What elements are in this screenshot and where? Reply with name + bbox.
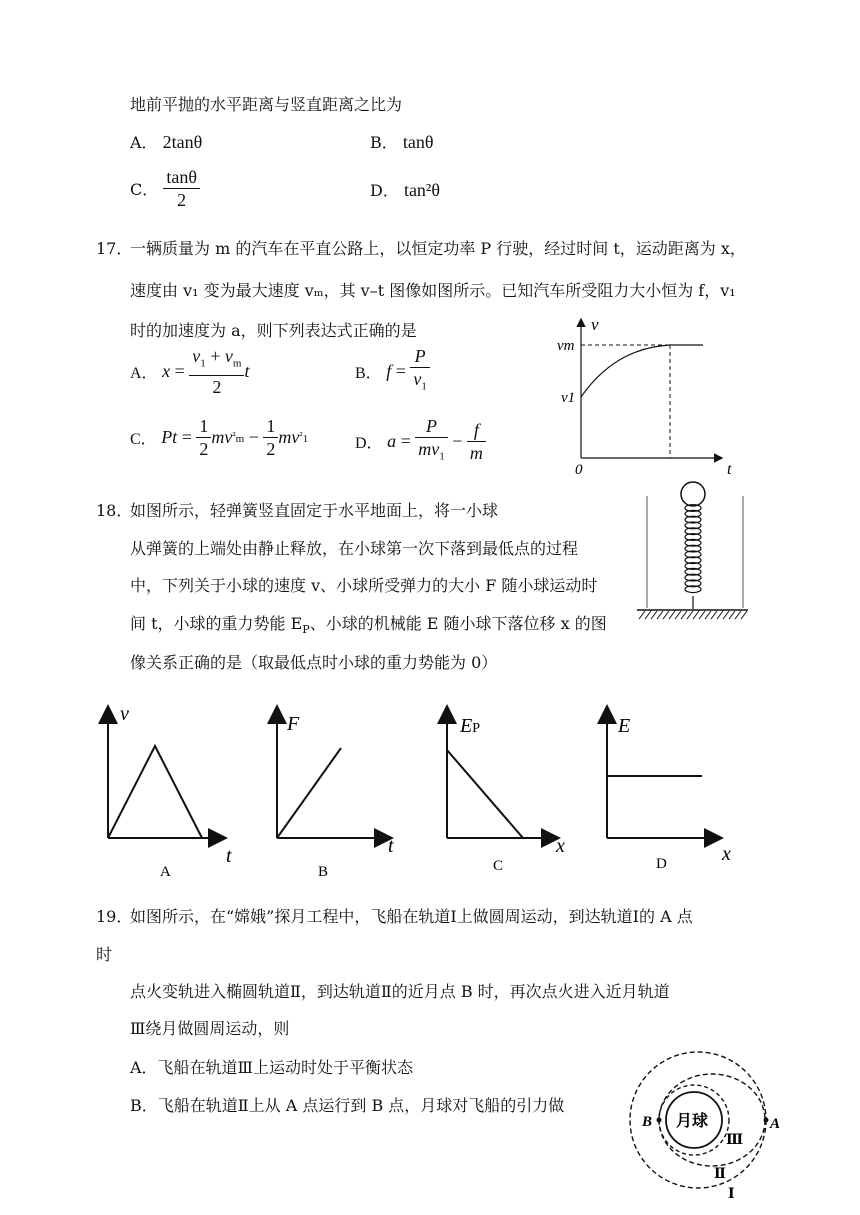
graph-d-caption: D	[656, 856, 667, 872]
point-b-label: B	[642, 1114, 653, 1130]
graph-b-curve	[277, 748, 341, 838]
q16-option-d	[370, 178, 440, 201]
q19-stem-line1: 如图所示，在“嫦娥”探月工程中，飞船在轨道Ⅰ上做圆周运动，到达轨道Ⅰ的 A 点	[130, 907, 693, 926]
option-label: C．	[130, 180, 159, 199]
q18-graphs	[90, 700, 770, 885]
hatch-line	[717, 611, 723, 619]
ground-hatching	[639, 611, 747, 619]
graph-b-y-label: F	[287, 713, 300, 735]
graph-b-x-label: t	[388, 835, 394, 857]
vm-label: vm	[557, 338, 575, 354]
option-label: D．	[370, 181, 399, 200]
fraction: $\frac{P}{v_1}$	[410, 345, 430, 398]
option-expr: tan²θ	[403, 180, 440, 200]
graph-d-x-label: x	[722, 843, 731, 865]
hatch-line	[723, 611, 729, 619]
hatch-line	[657, 611, 663, 619]
graph-d	[607, 710, 731, 872]
option-label: B．	[370, 133, 398, 152]
graph-b-caption: B	[318, 864, 329, 880]
orbit-diagram	[612, 1038, 790, 1210]
graph-a-curve	[108, 746, 202, 838]
velocity-curve	[581, 345, 703, 397]
graph-d-y-label: E	[618, 715, 631, 737]
q17-option-d: D． a = $\frac{P}{mv_1}$ − $\frac{f}{m}$	[355, 415, 486, 468]
v1-label: v1	[561, 390, 576, 406]
fraction	[163, 166, 200, 211]
graph-c-curve	[447, 750, 523, 838]
spring-diagram	[635, 476, 750, 624]
q17-vt-graph	[555, 312, 755, 477]
q17-number: 17．	[96, 239, 133, 258]
graph-a	[108, 703, 232, 880]
q18-stem-line5: 像关系正确的是（取最低点时小球的重力势能为 0）	[130, 653, 498, 672]
ball	[681, 482, 705, 506]
option-label: D．	[355, 434, 383, 452]
hatch-line	[735, 611, 741, 619]
q17-option-c: C． Pt = $\frac{1}{2}$ $mv^2_m$ − $\frac{1}{2}$ $mv^2_1$	[130, 416, 309, 459]
option-expr: tanθ	[402, 132, 434, 152]
q17-stem-line3: 时的加速度为 a，则下列表达式正确的是	[130, 321, 417, 340]
orbit-3-label: Ⅲ	[726, 1133, 744, 1148]
hatch-line	[639, 611, 645, 619]
graph-a-y-label: v	[120, 703, 129, 725]
option-label: C．	[130, 431, 157, 448]
hatch-line	[669, 611, 675, 619]
q16-stem-line: 地前平抛的水平距离与竖直距离之比为	[130, 95, 403, 114]
hatch-line	[693, 611, 699, 619]
q16-option-a	[130, 130, 202, 153]
graph-a-x-label: t	[226, 845, 232, 867]
q17-option-a: A． x = $\frac{v_1 + v_m}{2}$ t	[130, 346, 250, 397]
graph-b	[277, 710, 394, 880]
hatch-line	[645, 611, 651, 619]
x-axis-label: t	[727, 461, 732, 477]
hatch-line	[705, 611, 711, 619]
q18-stem-line4: 间 t，小球的重力势能 $E_P$、小球的机械能 E 随小球下落位移 x 的图	[130, 614, 607, 637]
graph-c-caption: C	[493, 858, 504, 874]
denominator: 2	[177, 190, 187, 210]
q19-stem-line1b: 时	[96, 945, 113, 964]
option-expr: 2tanθ	[162, 132, 203, 152]
q16-option-c	[130, 166, 200, 211]
graph-a-caption: A	[160, 864, 171, 880]
graph-c-y-label: EP	[460, 715, 481, 737]
q19-option-a: A．飞船在轨道Ⅲ上运动时处于平衡状态	[130, 1058, 413, 1077]
q19-stem-line3: Ⅲ绕月做圆周运动，则	[130, 1019, 290, 1038]
q18-stem-line2: 从弹簧的上端处由静止释放，在小球第一次下落到最低点的过程	[130, 539, 579, 558]
q19-option-b: B．飞船在轨道Ⅱ上从 A 点运行到 B 点，月球对飞船的引力做	[130, 1096, 565, 1115]
orbit-2-label: Ⅱ	[714, 1167, 726, 1182]
graph-c	[447, 710, 565, 874]
option-label: B．	[355, 364, 382, 382]
y-axis-label: v	[591, 315, 599, 334]
q19-stem-line2: 点火变轨进入椭圆轨道Ⅱ，到达轨道Ⅱ的近月点 B 时，再次点火进入近月轨道	[130, 982, 670, 1001]
hatch-line	[699, 611, 705, 619]
hatch-line	[675, 611, 681, 619]
q18-stem-line1: 如图所示，轻弹簧竖直固定于水平地面上，将一小球	[130, 501, 499, 520]
moon-label: 月球	[676, 1113, 709, 1130]
hatch-line	[681, 611, 687, 619]
q16-option-b	[370, 130, 433, 153]
point-a	[764, 1118, 769, 1123]
numerator: tanθ	[163, 166, 200, 189]
hatch-line	[711, 611, 717, 619]
point-a-label: A	[770, 1116, 781, 1132]
option-label: A．	[130, 133, 158, 152]
q18-number: 18．	[96, 501, 133, 520]
q19-number: 19．	[96, 907, 133, 926]
q17-stem-line2: 速度由 v₁ 变为最大速度 vₘ，其 v–t 图像如图所示。已知汽车所受阻力大小恒为 f，v₁	[130, 281, 736, 300]
q17-stem-line1: 一辆质量为 m 的汽车在平直公路上，以恒定功率 P 行驶，经过时间 t，运动距离为 x，	[130, 239, 746, 258]
hatch-line	[729, 611, 735, 619]
option-label: A．	[130, 364, 158, 382]
hatch-line	[741, 611, 747, 619]
hatch-line	[687, 611, 693, 619]
hatch-line	[651, 611, 657, 619]
graph-c-x-label: x	[556, 835, 565, 857]
hatch-line	[663, 611, 669, 619]
fraction: $\frac{v_1 + v_m}{2}$	[189, 345, 244, 398]
origin-label: 0	[575, 462, 583, 477]
q18-stem-line3: 中，下列关于小球的速度 v、小球所受弹力的大小 F 随小球运动时	[130, 576, 598, 595]
orbit-1-label: Ⅰ	[728, 1187, 735, 1202]
q17-option-b: B． f = $\frac{P}{v_1}$	[355, 345, 430, 398]
point-b	[657, 1118, 662, 1123]
spring-coils	[685, 505, 701, 593]
